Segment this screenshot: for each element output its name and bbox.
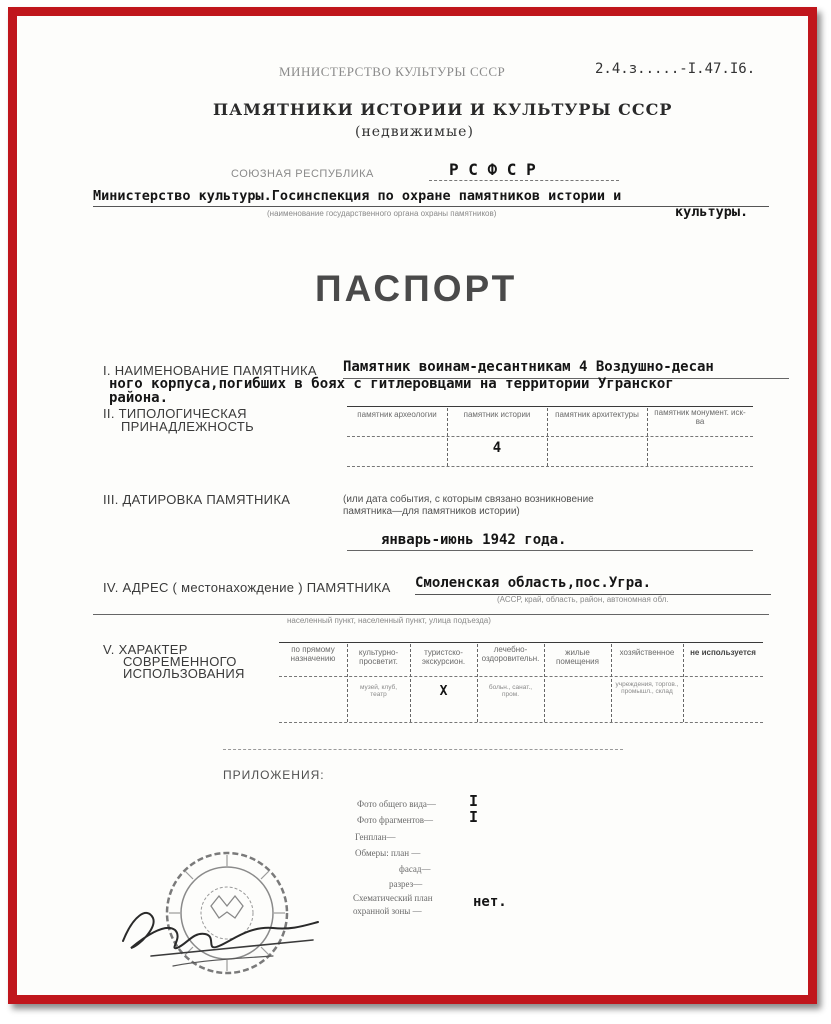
authority-line2: культуры. — [675, 204, 749, 220]
appendix-item-value: I — [469, 792, 479, 810]
appendix-item-label: охранной зоны — — [353, 906, 422, 916]
typology-value-history: 4 — [492, 440, 502, 456]
handwritten-signature — [113, 886, 323, 976]
document-subheading: (недвижимые) — [355, 124, 474, 140]
section4-value: Смоленская область,пос.Угра. — [415, 575, 652, 591]
section3-value: январь-июнь 1942 года. — [381, 532, 567, 548]
appendix-label: ПРИЛОЖЕНИЯ: — [223, 768, 325, 782]
section2-label-line2: ПРИНАДЛЕЖНОСТЬ — [121, 419, 254, 434]
appendix-item-value: I — [469, 808, 479, 826]
appendix-item-value: нет. — [473, 894, 507, 910]
section5-label-line3: ИСПОЛЬЗОВАНИЯ — [123, 666, 245, 681]
typology-col-architecture: памятник архитектуры — [555, 410, 639, 419]
usage-col-medical: лечебно-оздоровительн. — [481, 645, 540, 663]
section1-value-line1: Памятник воинам-десантникам 4 Воздушно-десан — [343, 359, 714, 375]
section3-label: III. ДАТИРОВКА ПАМЯТНИКА — [103, 492, 291, 507]
section4-label: IV. АДРЕС ( местонахождение ) ПАМЯТНИКА — [103, 580, 391, 595]
section5-label-line1: V. ХАРАКТЕР — [103, 642, 188, 657]
section4-caption2: населенный пункт, населенный пункт, улица подъезда) — [287, 616, 491, 625]
section3-note-line1: (или дата события, с которым связано возникновение — [343, 494, 594, 505]
usage-col-cultural: культурно-просветит. — [358, 648, 399, 666]
usage-value-tourist: X — [439, 684, 448, 699]
typology-col-archaeology: памятник археологии — [357, 410, 437, 419]
section1-value-line2: ного корпуса,погибших в боях с гитлеровцами на территории Угранског — [109, 376, 674, 392]
usage-col-residential: жилые помещения — [556, 648, 599, 666]
appendix-item-label: разрез— — [389, 879, 423, 889]
ministry-header: МИНИСТЕРСТВО КУЛЬТУРЫ СССР — [279, 64, 506, 79]
usage-col-tourist: туристско-экскурсион. — [421, 648, 466, 666]
section1-label: I. НАИМЕНОВАНИЕ ПАМЯТНИКА — [103, 363, 317, 378]
appendix-item-label: Обмеры: план — — [355, 848, 421, 858]
appendix-item-label: Фото общего вида— — [357, 799, 436, 809]
appendix-item-label: Генплан— — [355, 832, 396, 842]
section1-value-line3: района. — [109, 390, 169, 406]
authority-line1: Министерство культуры.Госинспекция по охране памятников истории и — [93, 188, 622, 204]
usage-col-direct: по прямому назначению — [290, 645, 336, 663]
republic-label: СОЮЗНАЯ РЕСПУБЛИКА — [231, 168, 374, 180]
section5-label-line2: СОВРЕМЕННОГО — [123, 654, 237, 669]
appendix-item-label: фасад— — [399, 864, 431, 874]
appendix-item-label: Схематический план — [353, 893, 433, 903]
usage-value-economic: учреждения, торгов., промышл., склад — [615, 681, 679, 695]
usage-col-unused: не используется — [690, 648, 756, 657]
section4-caption1: (АССР, край, область, район, автономная обл. — [497, 595, 669, 604]
authority-caption: (наименование государственного органа охраны памятников) — [267, 209, 497, 218]
typology-col-monumental-art: памятник монумент. иск-ва — [654, 408, 746, 426]
typology-col-history: памятник истории — [463, 410, 531, 419]
document-heading: ПАМЯТНИКИ ИСТОРИИ И КУЛЬТУРЫ СССР — [213, 100, 673, 119]
passport-title: ПАСПОРТ — [315, 268, 518, 309]
document-number: 2.4.з.....-I.47.I6. — [595, 61, 756, 77]
section3-note-line2: памятника—для памятников истории) — [343, 506, 520, 517]
usage-value-medical: больн., санат., пром. — [488, 684, 533, 698]
section2-label-line1: II. ТИПОЛОГИЧЕСКАЯ — [103, 406, 247, 421]
usage-col-economic: хозяйственное — [619, 648, 675, 657]
republic-value: Р С Ф С Р — [449, 160, 536, 179]
appendix-item-label: Фото фрагментов— — [357, 815, 434, 825]
document-frame — [8, 7, 817, 1004]
usage-value-cultural: музей, клуб, театр — [359, 684, 398, 698]
